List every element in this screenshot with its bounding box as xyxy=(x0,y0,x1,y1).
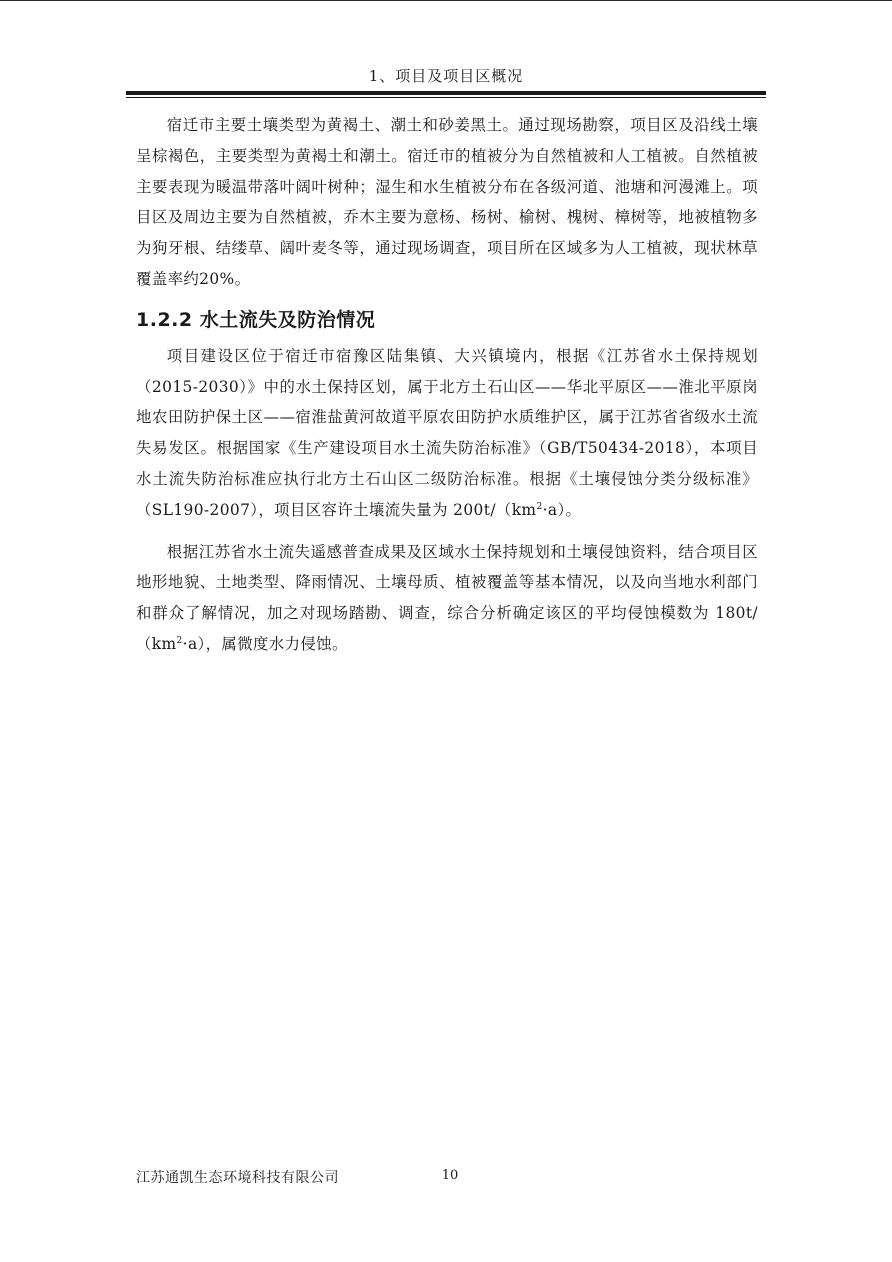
page-number: 10 xyxy=(441,1168,459,1183)
superscript: 2 xyxy=(536,501,543,512)
page-top-border xyxy=(0,0,892,1)
superscript: 2 xyxy=(176,635,183,646)
page-content xyxy=(136,110,758,660)
section-heading: 1.2.2 水土流失及防治情况 xyxy=(136,308,376,331)
paragraph-erosion xyxy=(136,537,758,660)
paragraph-soil-vegetation: 宿迁市主要土壤类型为黄褐土、潮土和砂姜黑土。通过现场勘察，项目区及沿线土壤呈棕褐色，主要类型为黄褐土和潮土。宿迁市的植被分为自然植被和人工植被。自然植被主要表现为暖温带落叶阔叶树种；湿生和水生植被分布在各级河道、池塘和河漫滩上。项目区及周边主要为自然植被，乔木主要为意杨、杨树、榆树、槐树、樟树等，地被植物多为狗牙根、结缕草、阔叶麦冬等，通过现场调查，项目所在区域多为人工植被，现状林草覆盖率约20%。 xyxy=(136,116,758,288)
footer-company: 江苏通凯生态环境科技有限公司 xyxy=(136,1170,339,1186)
paragraph-zoning-tail: ·a）。 xyxy=(542,500,582,519)
paragraph-erosion-text: 根据江苏省水土流失遥感普查成果及区域水土保持规划和土壤侵蚀资料，结合项目区地形地貌、土地类型、降雨情况、土壤母质、植被覆盖等基本情况，以及向当地水利部门和群众了解情况，加之对现场踏勘、调查，综合分析确定该区的平均侵蚀模数为 180t/（km xyxy=(136,542,758,653)
paragraph-erosion-tail: ·a），属微度水力侵蚀。 xyxy=(182,634,348,653)
header-rule-thin xyxy=(126,97,766,98)
paragraph-zoning xyxy=(136,341,758,526)
paragraph-zoning-text: 项目建设区位于宿迁市宿豫区陆集镇、大兴镇境内，根据《江苏省水土保持规划（2015-2030）》中的水土保持区划，属于北方土石山区——华北平原区——淮北平原岗地农田防护保土区——宿淮盐黄河故道平原农田防护水质维护区，属于江苏省省级水土流失易发区。根据国家《生产建设项目水土流失防治标准》（GB/T50434-2018），本项目水土流失防治标准应执行北方土石山区二级防治标准。根据《土壤侵蚀分类分级标准》（SL190-2007），项目区容许土壤流失量为 200t/（km xyxy=(136,346,758,519)
running-header: 1、项目及项目区概况 xyxy=(368,67,524,85)
header-rule-thick xyxy=(126,91,766,95)
